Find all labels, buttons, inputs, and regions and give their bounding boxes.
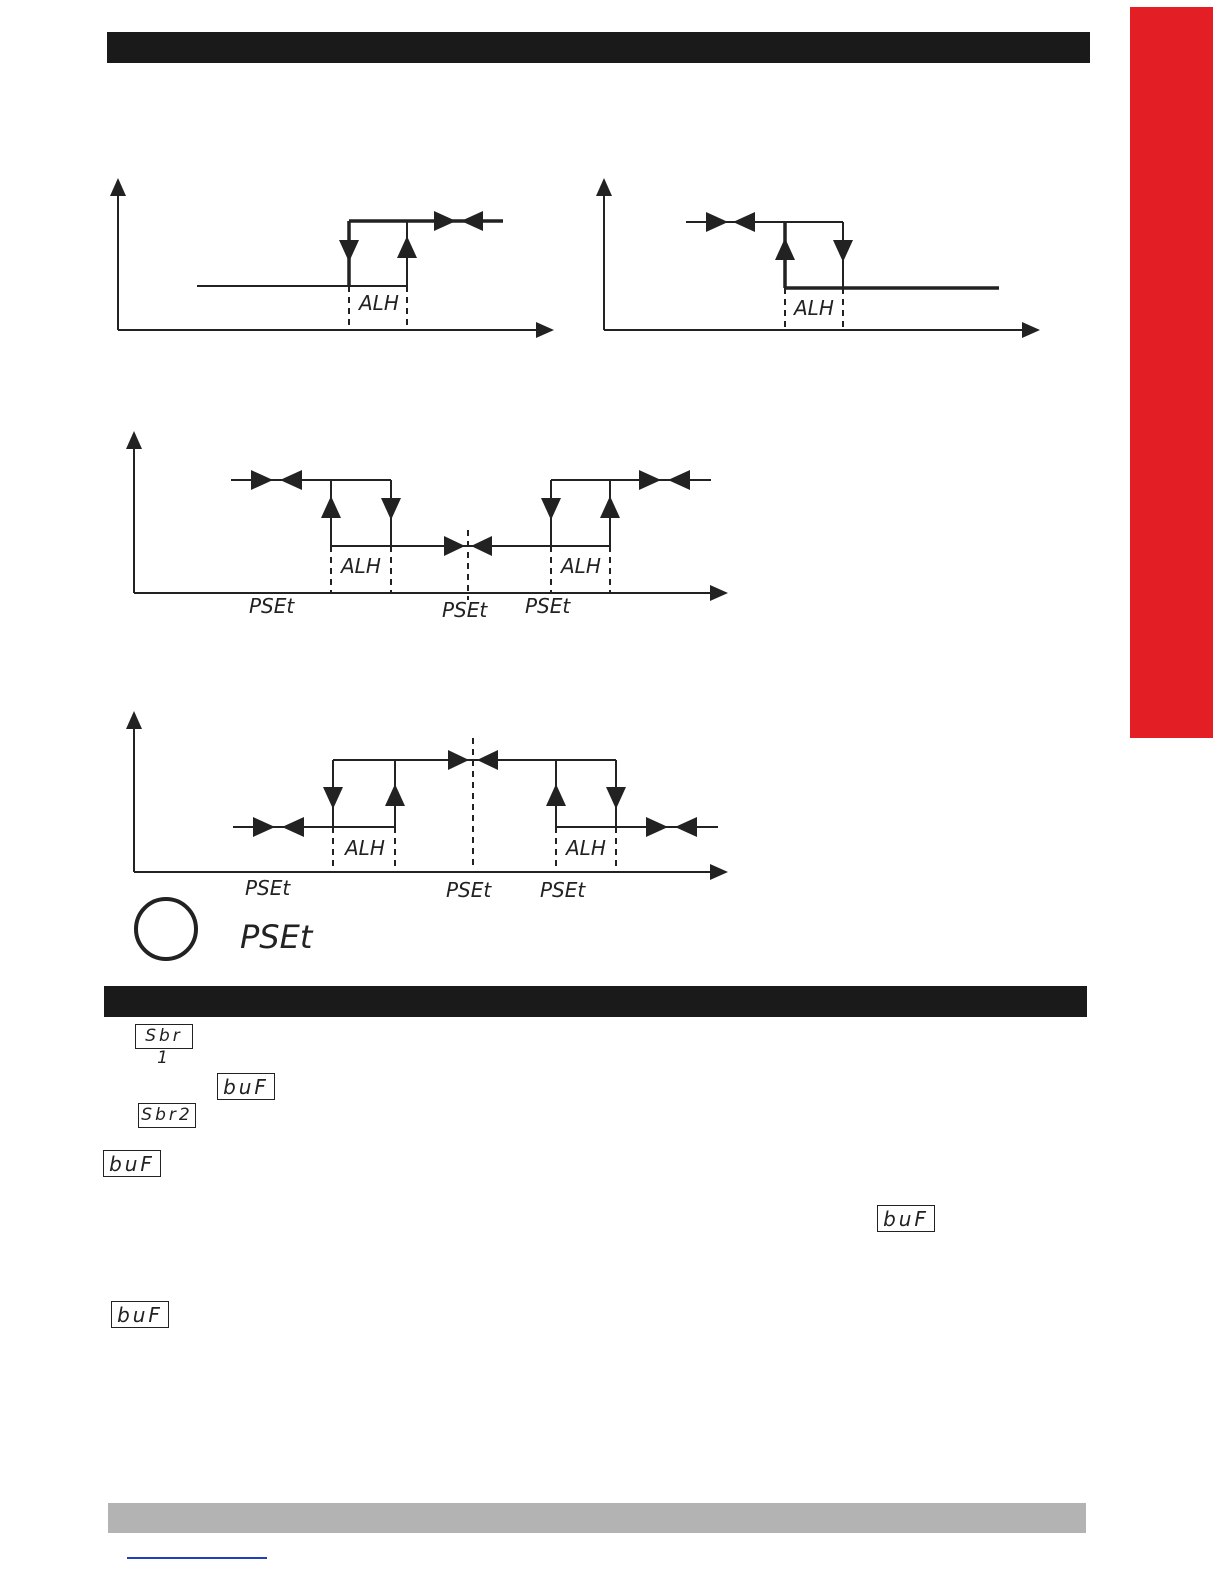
triangle-left-icon bbox=[471, 536, 492, 556]
arrow-up-icon bbox=[546, 784, 566, 806]
pset-label: PSEt bbox=[249, 594, 295, 618]
triangle-left-icon bbox=[668, 470, 690, 490]
triangle-right-icon bbox=[639, 470, 661, 490]
arrow-down-icon bbox=[339, 240, 359, 262]
pset-label: PSEt bbox=[540, 878, 586, 902]
pset-label: PSEt bbox=[525, 594, 571, 618]
pset-label: PSEt bbox=[442, 598, 488, 622]
display-code-sbr1: Sbr 1 bbox=[135, 1024, 193, 1049]
diagram-high-alarm bbox=[118, 180, 552, 330]
footer-bar bbox=[108, 1503, 1086, 1533]
triangle-right-icon bbox=[444, 536, 465, 556]
arrow-down-icon bbox=[323, 787, 343, 809]
display-code-sbr2: Sbr2 bbox=[138, 1103, 196, 1128]
arrow-down-icon bbox=[606, 787, 626, 809]
display-code-buf: buF bbox=[111, 1301, 169, 1328]
display-code-buf: buF bbox=[877, 1205, 935, 1232]
arrow-up-icon bbox=[385, 784, 405, 806]
alh-label: ALH bbox=[341, 554, 381, 578]
triangle-right-icon bbox=[706, 212, 728, 232]
arrow-up-icon bbox=[600, 496, 620, 518]
footer-link-underline[interactable] bbox=[127, 1557, 267, 1559]
display-code-buf: buF bbox=[217, 1073, 275, 1100]
triangle-right-icon bbox=[251, 470, 273, 490]
pset-label: PSEt bbox=[245, 876, 291, 900]
diagram-band-alarm-b bbox=[134, 713, 726, 872]
alh-label: ALH bbox=[794, 296, 834, 320]
diagram-3-arrows bbox=[251, 470, 690, 556]
triangle-right-icon bbox=[253, 817, 275, 837]
triangle-left-icon bbox=[461, 211, 483, 231]
triangle-right-icon bbox=[434, 211, 456, 231]
triangle-right-icon bbox=[646, 817, 668, 837]
arrow-down-icon bbox=[541, 498, 561, 520]
alh-label: ALH bbox=[359, 291, 399, 315]
triangle-left-icon bbox=[675, 817, 697, 837]
arrow-down-icon bbox=[833, 240, 853, 262]
diagram-2-arrows bbox=[706, 212, 853, 262]
alh-label: ALH bbox=[566, 836, 606, 860]
triangle-left-icon bbox=[280, 470, 302, 490]
triangle-left-icon bbox=[733, 212, 755, 232]
triangle-left-icon bbox=[477, 750, 498, 770]
alh-label: ALH bbox=[345, 836, 385, 860]
arrow-up-icon bbox=[321, 496, 341, 518]
pset-label-large: PSEt bbox=[240, 918, 313, 956]
pset-label: PSEt bbox=[446, 878, 492, 902]
arrow-down-icon bbox=[381, 498, 401, 520]
display-code-buf: buF bbox=[103, 1150, 161, 1177]
arrow-up-icon bbox=[775, 238, 795, 260]
diagram-4-arrows bbox=[253, 750, 697, 837]
triangle-left-icon bbox=[282, 817, 304, 837]
circle-icon bbox=[136, 899, 196, 959]
diagram-1-arrows bbox=[339, 211, 483, 262]
alh-label: ALH bbox=[561, 554, 601, 578]
diagram-band-alarm-a bbox=[134, 433, 726, 600]
triangle-right-icon bbox=[448, 750, 469, 770]
arrow-up-icon bbox=[397, 236, 417, 258]
